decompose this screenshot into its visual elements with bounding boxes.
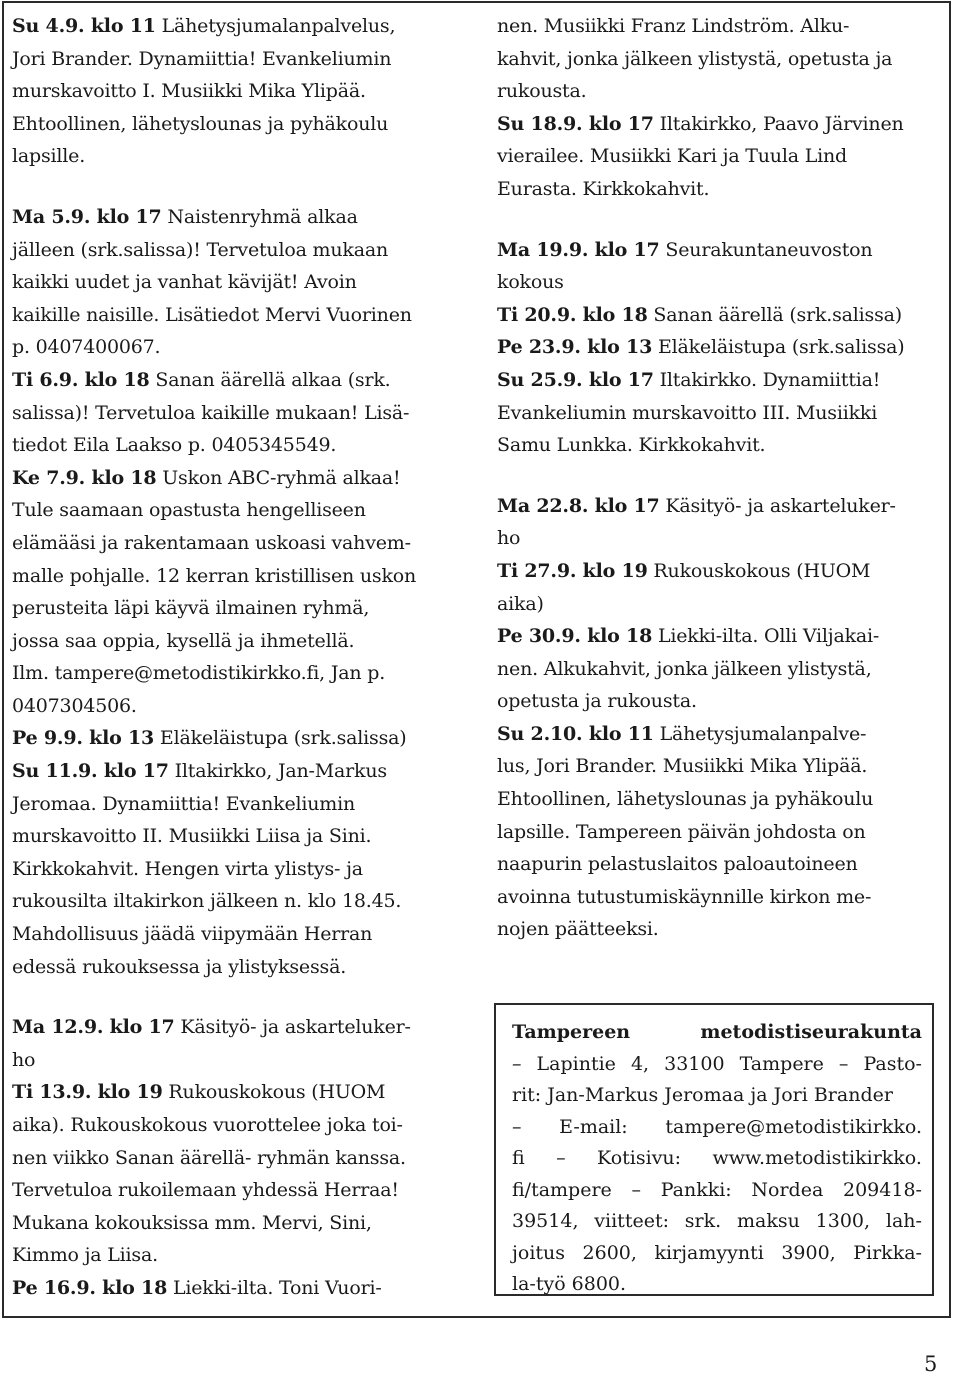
text-line: nen viikko Sanan äärellä- ryhmän kanssa.: [12, 1146, 406, 1169]
text-line: Evankeliumin murskavoitto III. Musiikki: [497, 401, 878, 424]
contact-word: fi/tampere: [512, 1178, 612, 1201]
event-date: Ti 27.9. klo 19: [497, 559, 648, 582]
text-line: Ehtoollinen, lähetyslounas ja pyhäkoulu: [497, 788, 874, 811]
text-line: vierailee. Musiikki Kari ja Tuula Lind: [497, 145, 847, 168]
text-line: Jeromaa. Dynamiittia! Evankeliumin: [12, 792, 356, 815]
text-line: Ke 7.9. klo 18 Uskon ABC-ryhmä alkaa!: [12, 466, 401, 489]
paragraph-gap: [497, 206, 947, 234]
text-line: Ma 22.8. klo 17 Käsityö- ja askarteluker-: [497, 494, 896, 517]
event-date: Ma 5.9. klo 17: [12, 205, 162, 228]
event-date: Su 2.10. klo 11: [497, 722, 654, 745]
contact-word: viitteet:: [594, 1210, 669, 1232]
heading-right: metodistiseurakunta: [700, 1021, 922, 1043]
text-line: Su 2.10. klo 11 Lähetysjumalanpalve-: [497, 722, 867, 745]
text-line: nen. Alkukahvit, jonka jälkeen ylistystä,: [497, 657, 872, 680]
contact-word: www.metodistikirkko.: [712, 1147, 922, 1169]
text-line: lus, Jori Brander. Musiikki Mika Ylipää.: [497, 755, 868, 778]
text-line: avoinna tutustumiskäynnille kirkon me-: [497, 885, 872, 908]
paragraph-gap: [12, 983, 482, 1011]
contact-info-text: [512, 1017, 922, 1301]
contact-word: Lapintie: [536, 1052, 616, 1075]
contact-word: 33100: [664, 1052, 725, 1075]
contact-word: 39514,: [512, 1210, 579, 1232]
contact-line: [512, 1143, 922, 1175]
text-line: aika). Rukouskokous vuorottelee joka toi-: [12, 1114, 403, 1136]
paragraph-gap: [12, 173, 482, 201]
text-line: Ti 13.9. klo 19 Rukouskokous (HUOM: [12, 1081, 386, 1104]
contact-word: –: [512, 1052, 522, 1075]
event-date: Ti 13.9. klo 19: [12, 1081, 163, 1104]
text-line: nen. Musiikki Franz Lindström. Alku-: [497, 15, 850, 37]
contact-word: –: [631, 1178, 641, 1201]
event-date: Su 4.9. klo 11: [12, 15, 156, 37]
text-line: Tule saamaan opastusta hengelliseen: [12, 499, 366, 522]
text-line: Eurasta. Kirkkokahvit.: [497, 177, 710, 200]
text-line: Kirkkokahvit. Hengen virta ylistys- ja: [12, 857, 363, 880]
event-date: Pe 30.9. klo 18: [497, 625, 653, 648]
contact-line: [512, 1206, 922, 1238]
text-line: kaikille naisille. Lisätiedot Mervi Vuorinen: [12, 303, 412, 326]
text-line: rukousta.: [497, 80, 587, 103]
contact-word: Nordea: [751, 1178, 824, 1201]
contact-line: la-työ 6800.: [512, 1273, 627, 1295]
contact-word: –: [512, 1115, 522, 1138]
contact-word: E-mail:: [559, 1115, 628, 1138]
contact-word: –: [838, 1052, 849, 1075]
contact-line: [512, 1238, 922, 1270]
text-line: Su 25.9. klo 17 Iltakirkko. Dynamiittia!: [497, 368, 881, 391]
text-line: lapsille.: [12, 145, 86, 168]
contact-line: [512, 1112, 922, 1144]
contact-line: [512, 1175, 922, 1207]
text-line: Jori Brander. Dynamiittia! Evankeliumin: [12, 47, 392, 70]
text-line: Ma 19.9. klo 17 Seurakuntaneuvoston: [497, 238, 873, 261]
text-line: ho: [497, 527, 521, 550]
paragraph-gap: [497, 462, 947, 490]
text-line: Pe 16.9. klo 18 Liekki-ilta. Toni Vuori-: [12, 1276, 382, 1299]
event-date: Ti 6.9. klo 18: [12, 368, 150, 391]
text-line: Tervetuloa rukoilemaan yhdessä Herraa!: [12, 1179, 399, 1202]
text-line: Ti 6.9. klo 18 Sanan äärellä alkaa (srk.: [12, 368, 391, 391]
event-date: Su 25.9. klo 17: [497, 368, 654, 391]
text-line: Mahdollisuus jäädä viipymään Herran: [12, 923, 373, 946]
text-line: edessä rukouksessa ja ylistyksessä.: [12, 955, 347, 978]
text-line: kahvit, jonka jälkeen ylistystä, opetusta ja: [497, 47, 893, 70]
event-date: Su 18.9. klo 17: [497, 112, 654, 135]
text-line: salissa)! Tervetuloa kaikille mukaan! Lisä-: [12, 401, 410, 424]
text-line: jossa saa oppia, kysellä ja ihmetellä.: [12, 629, 355, 652]
event-date: Ke 7.9. klo 18: [12, 466, 157, 489]
text-line: Ma 12.9. klo 17 Käsityö- ja askarteluker-: [12, 1016, 411, 1039]
event-date: Su 11.9. klo 17: [12, 760, 169, 783]
text-line: p. 0407400067.: [12, 336, 161, 359]
contact-word: joitus: [512, 1241, 566, 1264]
text-line: ho: [12, 1048, 36, 1071]
text-line: kokous: [497, 271, 564, 294]
text-line: 0407304506.: [12, 694, 137, 717]
text-line: aika): [497, 592, 544, 615]
contact-word: 209418-: [843, 1178, 922, 1201]
contact-word: Tampere: [739, 1052, 824, 1075]
text-line: Pe 23.9. klo 13 Eläkeläistupa (srk.salissa): [497, 336, 905, 359]
event-date: Pe 9.9. klo 13: [12, 727, 155, 750]
page-number: 5: [924, 1352, 938, 1376]
text-line: malle pohjalle. 12 kerran kristillisen uskon: [12, 564, 417, 587]
contact-word: 2600,: [582, 1241, 637, 1264]
text-line: elämääsi ja rakentamaan uskoasi vahvem-: [12, 531, 411, 554]
event-date: Pe 23.9. klo 13: [497, 336, 653, 359]
text-line: Su 11.9. klo 17 Iltakirkko, Jan-Markus: [12, 760, 387, 783]
text-line: murskavoitto I. Musiikki Mika Ylipää.: [12, 80, 366, 103]
text-line: Samu Lunkka. Kirkkokahvit.: [497, 434, 766, 457]
event-date: Ma 12.9. klo 17: [12, 1016, 175, 1039]
text-line: lapsille. Tampereen päivän johdosta on: [497, 820, 866, 843]
text-line: Su 4.9. klo 11 Lähetysjumalanpalvelus,: [12, 15, 396, 37]
contact-word: Pankki:: [660, 1178, 732, 1201]
left-column: [12, 10, 482, 1305]
text-line: Ti 20.9. klo 18 Sanan äärellä (srk.salissa): [497, 303, 902, 326]
text-line: nojen päätteeksi.: [497, 918, 659, 941]
contact-word: –: [556, 1147, 566, 1169]
text-line: opetusta ja rukousta.: [497, 690, 697, 713]
contact-heading: [512, 1017, 922, 1049]
text-line: murskavoitto II. Musiikki Liisa ja Sini.: [12, 825, 372, 848]
contact-word: 3900,: [781, 1241, 836, 1264]
right-column: [497, 10, 947, 946]
event-date: Ma 19.9. klo 17: [497, 238, 660, 261]
contact-line: [512, 1049, 922, 1081]
contact-word: maksu: [737, 1210, 800, 1232]
contact-word: Pirkka-: [853, 1241, 922, 1264]
text-line: rukousilta iltakirkon jälkeen n. klo 18.45.: [12, 890, 402, 913]
text-line: tiedot Eila Laakso p. 0405345549.: [12, 434, 337, 457]
contact-word: kirjamyynti: [654, 1241, 764, 1264]
contact-word: 1300,: [815, 1210, 871, 1232]
contact-word: lah-: [885, 1210, 922, 1232]
contact-word: Kotisivu:: [597, 1147, 682, 1169]
contact-word: fi: [512, 1147, 525, 1169]
text-line: Mukana kokouksissa mm. Mervi, Sini,: [12, 1211, 372, 1234]
event-date: Pe 16.9. klo 18: [12, 1276, 168, 1299]
contact-word: tampere@metodistikirkko.: [665, 1115, 922, 1138]
text-line: naapurin pelastuslaitos paloautoineen: [497, 853, 858, 876]
event-date: Ti 20.9. klo 18: [497, 303, 648, 326]
text-line: Pe 9.9. klo 13 Eläkeläistupa (srk.salissa): [12, 727, 407, 750]
text-line: kaikki uudet ja vanhat kävijät! Avoin: [12, 271, 357, 294]
text-line: perusteita läpi käyvä ilmainen ryhmä,: [12, 597, 370, 620]
text-line: Ti 27.9. klo 19 Rukouskokous (HUOM: [497, 559, 871, 582]
contact-info-box: [494, 1003, 934, 1296]
contact-word: Pasto-: [863, 1052, 922, 1075]
event-date: Ma 22.8. klo 17: [497, 494, 660, 517]
text-line: Pe 30.9. klo 18 Liekki-ilta. Olli Viljakai-: [497, 625, 880, 648]
contact-word: 4,: [630, 1052, 650, 1075]
text-line: Ilm. tampere@metodistikirkko.fi, Jan p.: [12, 662, 386, 685]
text-line: Su 18.9. klo 17 Iltakirkko, Paavo Järvinen: [497, 112, 904, 135]
text-line: jälleen (srk.salissa)! Tervetuloa mukaan: [12, 238, 388, 261]
text-line: Ehtoollinen, lähetyslounas ja pyhäkoulu: [12, 112, 389, 135]
text-line: Ma 5.9. klo 17 Naistenryhmä alkaa: [12, 205, 358, 228]
text-line: Kimmo ja Liisa.: [12, 1244, 158, 1267]
contact-word: srk.: [684, 1210, 722, 1232]
heading-left: Tampereen: [512, 1021, 631, 1043]
contact-line: rit: Jan-Markus Jeromaa ja Jori Brander: [512, 1084, 893, 1106]
